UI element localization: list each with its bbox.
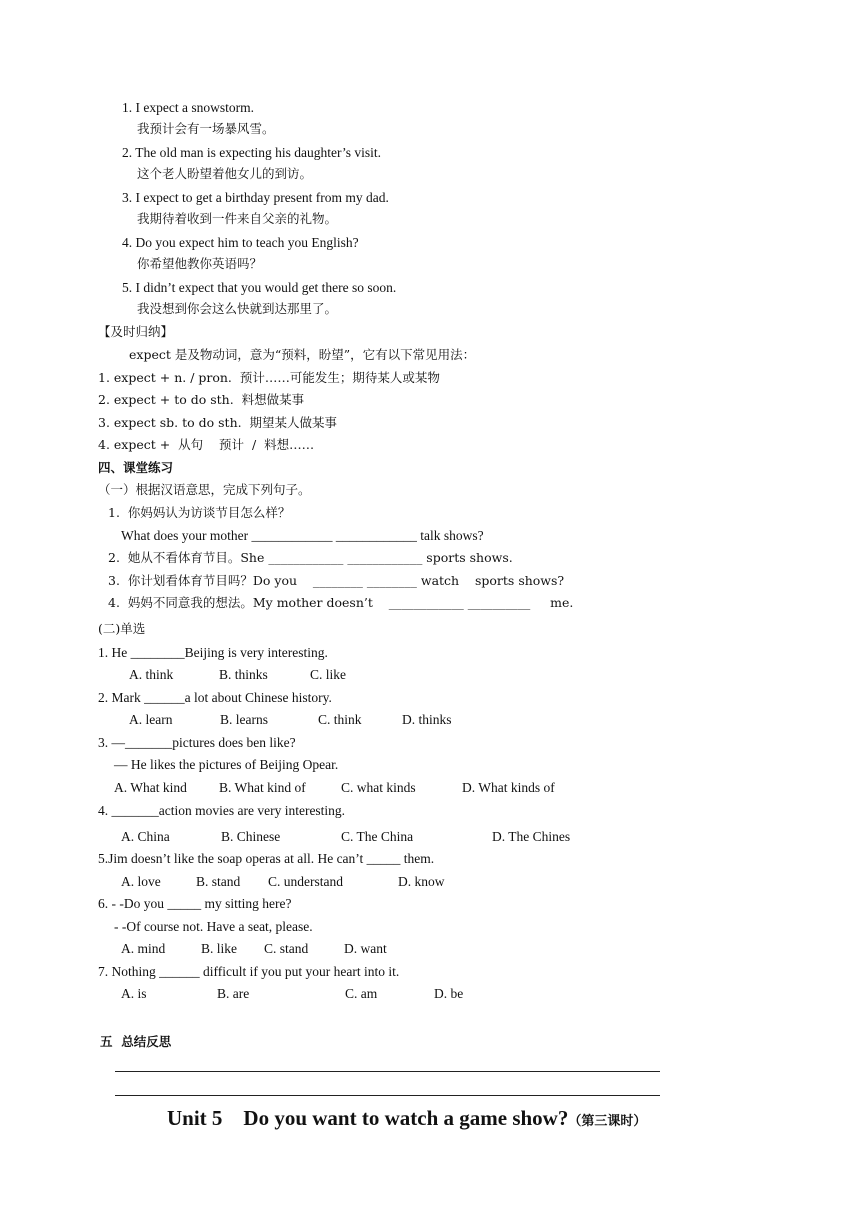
- example-1-en: 1. I expect a snowstorm.: [122, 100, 254, 115]
- mc-5-question: 5.Jim doesn’t like the soap operas at all. He can’t _____ them.: [98, 851, 435, 866]
- mc-2-option-d: D. thinks: [402, 712, 452, 727]
- example-3-cn: 我期待着收到一件来自父亲的礼物。: [137, 211, 338, 226]
- fill-4: 4. 妈妈不同意我的想法。My mother doesn’t ____________ __________ me.: [108, 595, 574, 610]
- mc-7-option-b: B. are: [217, 986, 250, 1001]
- example-3-en: 3. I expect to get a birthday present from my dad.: [122, 190, 389, 205]
- fill-2: 2. 她从不看体育节目。She ____________ ____________ sports shows.: [108, 550, 513, 565]
- reflection-line-1: [115, 1071, 660, 1072]
- example-1-cn: 我预计会有一场暴风雪。: [137, 121, 275, 136]
- example-5-cn: 我没想到你会这么快就到达那里了。: [137, 301, 338, 316]
- summary-heading: 【及时归纳】: [98, 324, 174, 339]
- mc-7-question: 7. Nothing ______ difficult if you put your heart into it.: [98, 964, 400, 979]
- mc-4-option-d: D. The Chines: [492, 829, 571, 844]
- reflection-heading: 五 总结反思: [100, 1034, 172, 1049]
- reflection-line-2: [115, 1095, 660, 1096]
- mc-6-option-a: A. mind: [121, 941, 166, 956]
- part1-title: （一）根据汉语意思，完成下列句子。: [98, 482, 311, 497]
- mc-3-question-line2: — He likes the pictures of Beijing Opear.: [114, 757, 339, 772]
- mc-7-option-d: D. be: [434, 986, 464, 1001]
- unit-title-main: Unit 5 Do you want to watch a game show?: [167, 1106, 569, 1130]
- mc-5-option-a: A. love: [121, 874, 161, 889]
- usage-3: 3. expect sb. to do sth. 期望某人做某事: [98, 415, 338, 430]
- mc-6-option-c: C. stand: [264, 941, 309, 956]
- mc-6-question: 6. - -Do you _____ my sitting here?: [98, 896, 292, 911]
- mc-5-option-c: C. understand: [268, 874, 343, 889]
- mc-2-option-a: A. learn: [129, 712, 173, 727]
- summary-intro: expect 是及物动词，意为“预料，盼望”，它有以下常见用法：: [129, 347, 476, 362]
- mc-4-option-a: A. China: [121, 829, 170, 844]
- unit-title: [167, 1106, 646, 1131]
- part2-title: (二)单选: [98, 621, 146, 636]
- mc-2-question: 2. Mark ______a lot about Chinese history.: [98, 690, 332, 705]
- example-2-cn: 这个老人盼望着他女儿的到访。: [137, 166, 313, 181]
- mc-4-option-c: C. The China: [341, 829, 414, 844]
- mc-5-option-b: B. stand: [196, 874, 241, 889]
- fill-3: 3. 你计划看体育节目吗？Do you ________ ________ watch sports shows?: [108, 573, 565, 588]
- usage-1: 1. expect + n. / pron. 预计……可能发生；期待某人或某物: [98, 370, 440, 385]
- mc-2-option-b: B. learns: [220, 712, 268, 727]
- usage-2: 2. expect + to do sth. 料想做某事: [98, 392, 305, 407]
- mc-3-option-d: D. What kinds of: [462, 780, 555, 795]
- mc-4-option-b: B. Chinese: [221, 829, 281, 844]
- example-2-en: 2. The old man is expecting his daughter’s visit.: [122, 145, 381, 160]
- mc-1-option-a: A. think: [129, 667, 174, 682]
- mc-6-question-line2: - -Of course not. Have a seat, please.: [114, 919, 313, 934]
- practice-heading: 四、课堂练习: [98, 460, 174, 475]
- mc-7-option-c: C. am: [345, 986, 378, 1001]
- mc-2-option-c: C. think: [318, 712, 362, 727]
- mc-4-question: 4. _______action movies are very interesting.: [98, 803, 346, 818]
- example-5-en: 5. I didn’t expect that you would get there so soon.: [122, 280, 397, 295]
- mc-3-question: 3. —_______pictures does ben like?: [98, 735, 296, 750]
- mc-3-option-a: A. What kind: [114, 780, 187, 795]
- mc-6-option-d: D. want: [344, 941, 387, 956]
- example-4-cn: 你希望他教你英语吗？: [137, 256, 263, 271]
- mc-1-option-c: C. like: [310, 667, 346, 682]
- mc-1-question: 1. He ________Beijing is very interesting.: [98, 645, 328, 660]
- mc-1-option-b: B. thinks: [219, 667, 268, 682]
- usage-4: 4. expect + 从句 预计 / 料想……: [98, 437, 315, 452]
- example-4-en: 4. Do you expect him to teach you English?: [122, 235, 359, 250]
- mc-5-option-d: D. know: [398, 874, 445, 889]
- mc-6-option-b: B. like: [201, 941, 237, 956]
- fill-1-cn: 1. 你妈妈认为访谈节目怎么样？: [108, 505, 291, 520]
- unit-title-sub: （第三课时）: [568, 1114, 647, 1129]
- mc-3-option-c: C. what kinds: [341, 780, 416, 795]
- mc-7-option-a: A. is: [121, 986, 147, 1001]
- fill-1-en: What does your mother ____________ ____________ talk shows?: [121, 528, 484, 543]
- mc-3-option-b: B. What kind of: [219, 780, 306, 795]
